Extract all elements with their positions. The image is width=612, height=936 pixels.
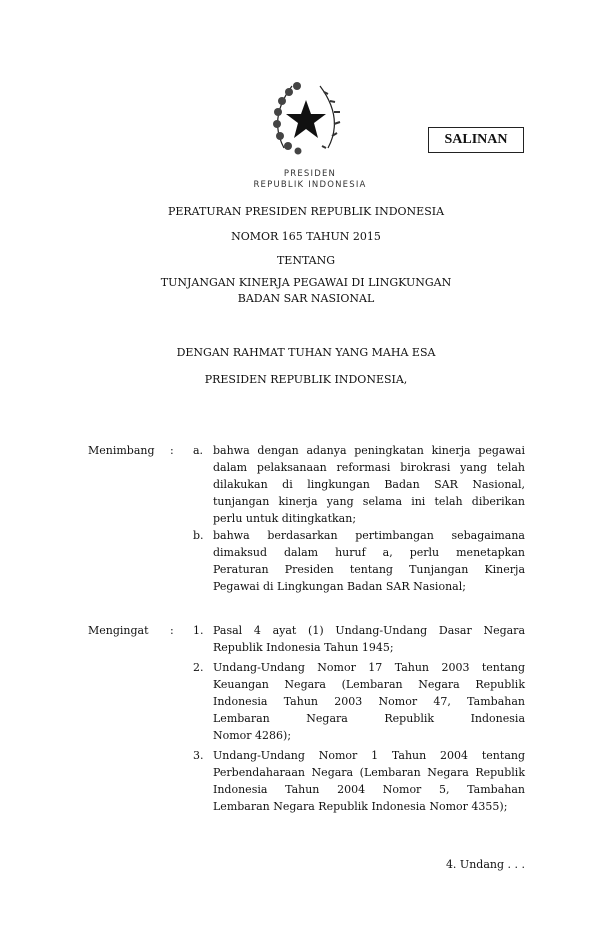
menimbang-colon: :	[170, 444, 174, 457]
item-line: Pasal 4 ayat (1) Undang-Undang Dasar Negara	[213, 624, 525, 637]
regulation-about: TENTANG	[276, 254, 336, 267]
item-line: Pegawai di Lingkungan Badan SAR Nasional;	[213, 580, 466, 593]
page-continuation: 4. Undang . . .	[445, 858, 525, 871]
item-line: Indonesia Tahun 2003 Nomor 47, Tambahan	[213, 695, 525, 708]
item-marker: 2.	[193, 661, 204, 674]
preamble-2: PRESIDEN REPUBLIK INDONESIA,	[204, 373, 408, 386]
menimbang-label: Menimbang	[88, 444, 155, 457]
item-line: Nomor 4286);	[213, 729, 292, 742]
regulation-title: PERATURAN PRESIDEN REPUBLIK INDONESIA	[167, 205, 445, 218]
item-marker: 1.	[193, 624, 204, 637]
item-line: bahwa dengan adanya peningkatan kinerja pegawai	[213, 444, 525, 457]
item-marker: b.	[193, 529, 204, 542]
item-line: tunjangan kinerja yang selama ini telah diberikan	[213, 495, 525, 508]
regulation-subject-1: TUNJANGAN KINERJA PEGAWAI DI LINGKUNGAN	[160, 276, 452, 289]
item-line: dimaksud dalam huruf a, perlu menetapkan	[213, 546, 525, 559]
item-line: bahwa berdasarkan pertimbangan sebagaimana	[213, 529, 525, 542]
item-line: dalam pelaksanaan reformasi birokrasi yang telah	[213, 461, 525, 474]
item-line: Lembaran Negara Republik Indonesia Nomor 4355);	[213, 800, 508, 813]
item-line: perlu untuk ditingkatkan;	[213, 512, 357, 525]
item-marker: a.	[193, 444, 204, 457]
regulation-number: NOMOR 165 TAHUN 2015	[231, 230, 381, 243]
item-line: Indonesia Tahun 2004 Nomor 5, Tambahan	[213, 783, 525, 796]
item-line: dilakukan di lingkungan Badan SAR Nasional,	[213, 478, 525, 491]
item-line: Republik Indonesia Tahun 1945;	[213, 641, 394, 654]
item-line: Keuangan Negara (Lembaran Negara Republik	[213, 678, 525, 691]
regulation-subject-2: BADAN SAR NASIONAL	[237, 292, 375, 305]
item-line: Lembaran Negara Republik Indonesia	[213, 712, 525, 725]
emblem-caption-republic: REPUBLIK INDONESIA	[253, 180, 367, 190]
emblem-caption-president: PRESIDEN	[283, 169, 337, 179]
salinan-stamp: SALINAN	[428, 127, 524, 153]
item-line: Undang-Undang Nomor 17 Tahun 2003 tentang	[213, 661, 525, 674]
item-line: Peraturan Presiden tentang Tunjangan Kinerja	[213, 563, 525, 576]
garuda-emblem-icon	[270, 78, 342, 162]
item-line: Perbendaharaan Negara (Lembaran Negara Republik	[213, 766, 525, 779]
mengingat-label: Mengingat	[88, 624, 149, 637]
item-marker: 3.	[193, 749, 204, 762]
mengingat-colon: :	[170, 624, 174, 637]
item-line: Undang-Undang Nomor 1 Tahun 2004 tentang	[213, 749, 525, 762]
preamble-1: DENGAN RAHMAT TUHAN YANG MAHA ESA	[176, 346, 436, 359]
